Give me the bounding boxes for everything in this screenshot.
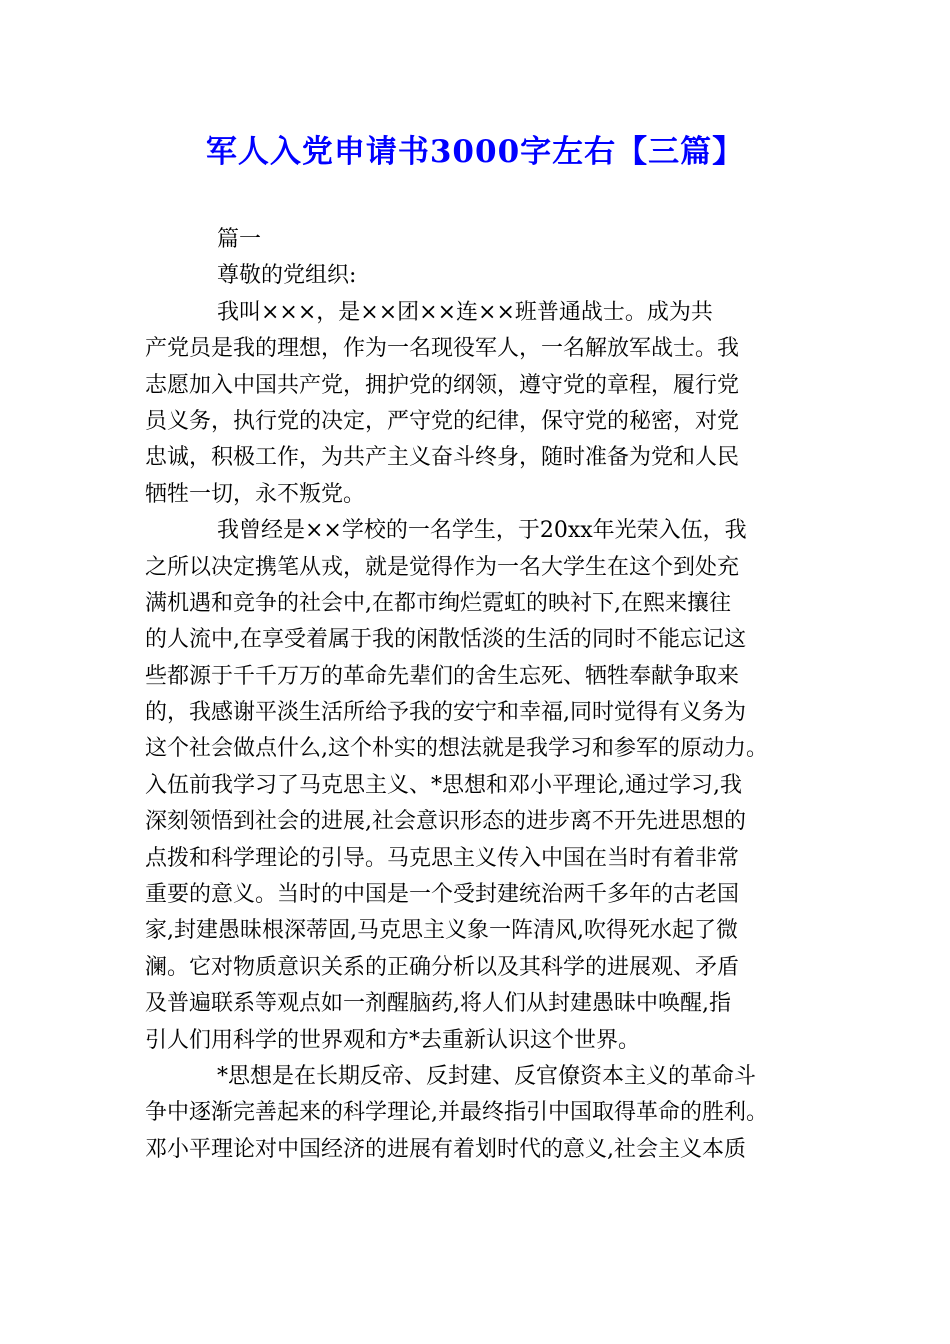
body-line: 满机遇和竞争的社会中,在都市绚烂霓虹的映衬下,在熙来攘往 [145,590,731,616]
body-line: 深刻领悟到社会的进展,社会意识形态的进步离不开先进思想的 [145,809,746,835]
body-line: 志愿加入中国共产党，拥护党的纲领，遵守党的章程，履行党 [145,372,740,398]
body-line: 之所以决定携笔从戎，就是觉得作为一名大学生在这个到处充 [145,554,740,580]
body-line: *思想是在长期反帝、反封建、反官僚资本主义的革命斗 [217,1063,757,1089]
document-body [145,222,825,1168]
body-line: 员义务，执行党的决定，严守党的纪律，保守党的秘密，对党 [145,408,740,434]
body-line: 产党员是我的理想，作为一名现役军人，一名解放军战士。我 [145,336,740,362]
body-line: 我曾经是××学校的一名学生，于20xx年光荣入伍，我 [217,518,747,544]
body-line: 的，我感谢平淡生活所给予我的安宁和幸福,同时觉得有义务为 [145,700,746,726]
body-line: 重要的意义。当时的中国是一个受封建统治两千多年的古老国 [145,882,740,908]
body-line: 的人流中,在享受着属于我的闲散恬淡的生活的同时不能忘记这 [145,627,746,653]
body-line: 争中逐渐完善起来的科学理论,并最终指引中国取得革命的胜利。 [145,1100,768,1126]
body-line: 入伍前我学习了马克思主义、*思想和邓小平理论,通过学习,我 [145,772,742,798]
body-line: 点拨和科学理论的引导。马克思主义传入中国在当时有着非常 [145,845,740,871]
body-line: 我叫×××，是××团××连××班普通战士。成为共 [217,299,713,325]
body-line: 邓小平理论对中国经济的进展有着划时代的意义,社会主义本质 [145,1136,746,1162]
body-line: 这个社会做点什么,这个朴实的想法就是我学习和参军的原动力。 [145,736,768,762]
body-line: 尊敬的党组织: [217,263,357,289]
body-line: 引人们用科学的世界观和方*去重新认识这个世界。 [145,1027,641,1053]
document-title: 军人入党申请书3000字左右【三篇】 [205,134,745,170]
body-line: 澜。它对物质意识关系的正确分析以及其科学的进展观、矛盾 [145,954,740,980]
body-line: 篇一 [217,227,262,252]
body-line: 些都源于千千万万的革命先辈们的舍生忘死、牺牲奉献争取来 [145,663,740,689]
body-line: 牺牲一切，永不叛党。 [145,481,366,507]
body-line: 忠诚，积极工作，为共产主义奋斗终身，随时准备为党和人民 [145,445,740,471]
body-line: 家,封建愚昧根深蒂固,马克思主义象一阵清风,吹得死水起了微 [145,918,738,944]
body-line: 及普遍联系等观点如一剂醒脑药,将人们从封建愚昧中唤醒,指 [145,991,731,1017]
